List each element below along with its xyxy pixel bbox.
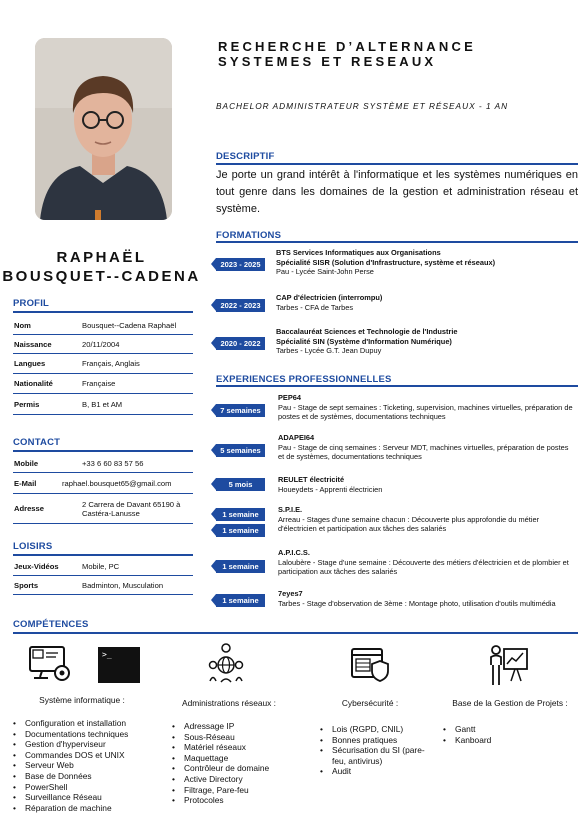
list-item: • Maquettage bbox=[172, 753, 312, 764]
profile-photo bbox=[35, 38, 172, 220]
list-item: • Réparation de machine bbox=[13, 803, 163, 814]
experience-item: S.P.I.E. Arreau - Stages d'une semaine chacun : Découverte plus approfondie du métier d'électricien et participation aux tâches des salariés bbox=[278, 505, 540, 533]
loisirs-divider bbox=[13, 554, 193, 556]
loisirs-row: Jeux-Vidéos Mobile, PC bbox=[13, 557, 193, 576]
profil-title: PROFIL bbox=[13, 298, 50, 309]
terminal-icon: >_ bbox=[98, 647, 140, 683]
competences-divider bbox=[13, 632, 578, 634]
loisirs-table bbox=[13, 557, 193, 595]
profil-divider bbox=[13, 311, 193, 313]
formation-badge: 2020 - 2022 bbox=[216, 337, 265, 350]
profil-table bbox=[13, 316, 193, 415]
list-item: • Configuration et installation bbox=[13, 718, 163, 729]
computer-settings-icon bbox=[28, 645, 72, 690]
formation-badge: 2022 - 2023 bbox=[216, 299, 265, 312]
experience-item: REULET électricité Houeydets - Apprenti électricien bbox=[278, 475, 383, 494]
loisirs-title: LOISIRS bbox=[13, 541, 53, 552]
contact-row: E-Mail raphael.bousquet65@gmail.com bbox=[13, 473, 193, 494]
list-item: • Lois (RGPD, CNIL) bbox=[320, 724, 432, 735]
profil-row: Nom Bousquet--Cadena Raphaël bbox=[13, 316, 193, 335]
list-item: • Gestion d'hyperviseur bbox=[13, 739, 163, 750]
list-item: • PowerShell bbox=[13, 782, 163, 793]
person-name bbox=[0, 248, 203, 286]
list-item: • Audit bbox=[320, 766, 432, 777]
list-item: • Base de Données bbox=[13, 771, 163, 782]
subtitle: BACHELOR ADMINISTRATEUR SYSTÈME ET RÉSEAUX - 1 AN bbox=[216, 101, 509, 111]
competences-title: COMPÉTENCES bbox=[13, 619, 89, 630]
contact-row: Adresse 2 Carrera de Davant 65190 à Castéra-Lanusse bbox=[13, 494, 193, 524]
competence-list-cyber bbox=[320, 724, 432, 777]
list-item: • Adressage IP bbox=[172, 721, 312, 732]
network-people-icon bbox=[206, 641, 246, 688]
experience-item: 7eyes7 Tarbes - Stage d'observation de 3ème : Montage photo, utilisation d'outils multimédia bbox=[278, 589, 556, 608]
profil-row: Langues Français, Anglais bbox=[13, 354, 193, 374]
experience-badge: 7 semaines bbox=[216, 404, 265, 417]
descriptif-title: DESCRIPTIF bbox=[216, 151, 275, 162]
profil-row: Permis B, B1 et AM bbox=[13, 394, 193, 415]
experience-badge: 1 semaine bbox=[216, 594, 265, 607]
list-item: • Filtrage, Pare-feu bbox=[172, 785, 312, 796]
main-title: RECHERCHE D’ALTERNANCE SYSTEMES ET RESEAUX bbox=[218, 39, 476, 69]
experience-badge: 1 semaine bbox=[216, 524, 265, 537]
list-item: • Commandes DOS et UNIX bbox=[13, 750, 163, 761]
competence-list-systeme bbox=[13, 718, 163, 813]
descriptif-text: Je porte un grand intérêt à l'informatique et les systèmes numériques en tout genre dans les domaines de la gestion et administration réseau et système. bbox=[216, 169, 578, 215]
competence-list-projets bbox=[443, 724, 563, 745]
formations-divider bbox=[216, 241, 578, 243]
competence-group-label: Cybersécurité : bbox=[341, 698, 399, 708]
competence-group-label: Système informatique : bbox=[39, 695, 125, 705]
competence-group-label: Administrations réseaux : bbox=[181, 698, 277, 708]
profil-row: Nationalité Française bbox=[13, 374, 193, 394]
competence-group-label: Base de la Gestion de Projets : bbox=[452, 698, 568, 708]
contact-divider bbox=[13, 450, 193, 452]
profil-row: Naissance 20/11/2004 bbox=[13, 335, 193, 354]
experiences-divider bbox=[216, 385, 578, 387]
presentation-board-icon bbox=[487, 643, 529, 692]
experience-item: PEP64 Pau - Stage de sept semaines : Ticketing, supervision, machines virtuelles, préparation de postes et de systèmes, documentations techniques bbox=[278, 393, 573, 421]
experience-item: ADAPEI64 Pau - Stage de cinq semaines : Serveur MDT, machines virtuelles, préparation de postes et de systèmes, documentations techniques bbox=[278, 433, 569, 461]
list-item: • Sous-Réseau bbox=[172, 732, 312, 743]
contact-row: Mobile +33 6 60 83 57 56 bbox=[13, 454, 193, 473]
formations-title: FORMATIONS bbox=[216, 230, 282, 241]
experience-badge: 1 semaine bbox=[216, 508, 265, 521]
experiences-title: EXPERIENCES PROFESSIONNELLES bbox=[216, 374, 392, 385]
formation-item: BTS Services Informatiques aux Organisations Spécialité SISR (Solution d'Infrastructure, système et réseaux) Pau - Lycée Saint-John Perse bbox=[276, 248, 496, 276]
experience-item: A.P.I.C.S. Laloubère - Stage d'une semaine : Découverte des métiers d'électricien et de plombier et participation aux tâches des salariés bbox=[278, 548, 569, 576]
contact-table bbox=[13, 454, 193, 524]
list-item: • Sécurisation du SI (pare-feu, antivirus) bbox=[320, 745, 432, 766]
loisirs-row: Sports Badminton, Musculation bbox=[13, 576, 193, 595]
list-item: • Gantt bbox=[443, 724, 563, 735]
experience-badge: 1 semaine bbox=[216, 560, 265, 573]
competence-list-reseaux bbox=[172, 721, 312, 806]
list-item: • Serveur Web bbox=[13, 760, 163, 771]
web-security-icon bbox=[350, 645, 390, 690]
last-name: BOUSQUET--CADENA bbox=[2, 268, 201, 285]
list-item: • Bonnes pratiques bbox=[320, 735, 432, 746]
list-item: • Active Directory bbox=[172, 774, 312, 785]
first-name: RAPHAËL bbox=[56, 249, 147, 266]
list-item: • Documentations techniques bbox=[13, 729, 163, 740]
experience-badge: 5 mois bbox=[216, 478, 265, 491]
contact-title: CONTACT bbox=[13, 437, 61, 448]
formation-badge: 2023 - 2025 bbox=[216, 258, 265, 271]
descriptif-divider bbox=[216, 163, 578, 165]
experience-badge: 5 semaines bbox=[216, 444, 265, 457]
list-item: • Surveillance Réseau bbox=[13, 792, 163, 803]
list-item: • Contrôleur de domaine bbox=[172, 763, 312, 774]
list-item: • Kanboard bbox=[443, 735, 563, 746]
list-item: • Protocoles bbox=[172, 795, 312, 806]
formation-item: CAP d'électricien (interrompu) Tarbes - CFA de Tarbes bbox=[276, 293, 383, 312]
formation-item: Baccalauréat Sciences et Technologie de l'Industrie Spécialité SIN (Système d'Information Numérique) Tarbes - Lycée G.T. Jean Dupuy bbox=[276, 327, 458, 355]
list-item: • Matériel réseaux bbox=[172, 742, 312, 753]
